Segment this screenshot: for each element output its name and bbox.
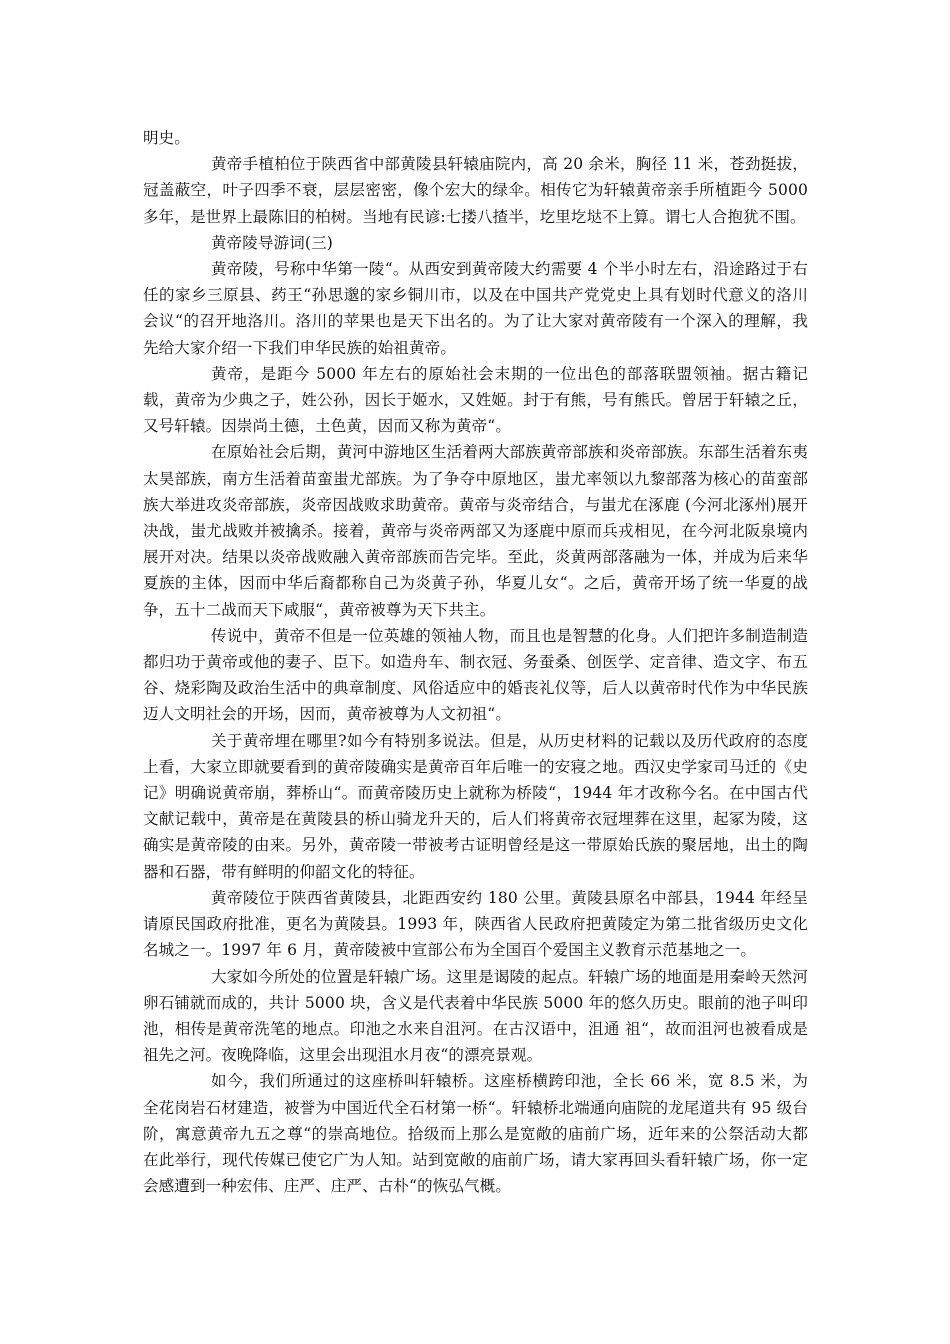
paragraph-cypress: 黄帝手植柏位于陕西省中部黄陵县轩辕庙院内，高 20 余米，胸径 11 米，苍劲挺拔，冠盖蔽空，叶子四季不衰，层层密密，像个宏大的绿伞。相传它为轩辕黄帝亲手所植距今 5000 多年，是世界上最陈旧的柏树。当地有民谚:七搂八揸半，圪里圪垯不上算。谓七人合抱犹不围。 bbox=[143, 155, 808, 226]
paragraph-square: 大家如今所处的位置是轩辕广场。这里是谒陵的起点。轩辕广场的地面是用秦岭天然河卵石铺就而成的，共计 5000 块，含义是代表着中华民族 5000 年的悠久历史。眼前的池子叫印池，相传是黄帝洗笔的地点。印池之水来自沮河。在古汉语中，沮通 祖“，故而沮河也被看成是祖先之河。夜晚降临，这里会出现沮水月夜“的漂亮景观。 bbox=[143, 967, 808, 1065]
paragraph-huangdi: 黄帝，是距今 5000 年左右的原始社会末期的一位出色的部落联盟领袖。据古籍记载，黄帝为少典之子，姓公孙，因长于姬水，又姓姬。封于有熊，号有熊氏。曾居于轩辕之丘，又号轩辕。因崇尚土德，土色黄，因而又称为黄帝“。 bbox=[143, 364, 808, 436]
section-heading: 黄帝陵导游词(三) bbox=[211, 233, 333, 252]
document-body bbox=[143, 125, 808, 1199]
paragraph-location: 黄帝陵位于陕西省黄陵县，北距西安约 180 公里。黄陵县原名中部县，1944 年经呈请原民国政府批准，更名为黄陵县。1993 年，陕西省人民政府把黄陵定为第二批省级历史文化名城之一。1997 年 6 月，黄帝陵被中宣部公布为全国百个爱国主义教育示范基地之一。 bbox=[143, 888, 808, 960]
paragraph-intro: 黄帝陵，号称中华第一陵“。从西安到黄帝陵大约需要 4 个半小时左右，沿途路过于右任的家乡三原县、药王“孙思邈的家乡铜川市，以及在中国共产党党史上具有划时代意义的洛川会议“的召开地洛川。洛川的苹果也是天下出名的。为了让大家对黄帝陵有一个深入的理解，我先给大家介绍一下我们申华民族的始祖黄帝。 bbox=[143, 260, 808, 357]
paragraph-burial: 关于黄帝埋在哪里?如今有特别多说法。但是，从历史材料的记载以及历代政府的态度上看，大家立即就要看到的黄帝陵确实是黄帝百年后唯一的安寝之地。西汉史学家司马迁的《史记》明确说黄帝崩，葬桥山“。而黄帝陵历史上就称为桥陵“，1944 年才改称今名。在中国古代文献记载中，黄帝是在黄陵县的桥山骑龙升天的，后人们将黄帝衣冠埋葬在这里，起冢为陵，这确实是黄帝陵的由来。另外，黄帝陵一带被考古证明曾经是这一带原始氏族的聚居地，出土的陶器和石器，带有鲜明的仰韶文化的特征。 bbox=[143, 731, 808, 881]
paragraph-bridge: 如今，我们所通过的这座桥叫轩辕桥。这座桥横跨印池，全长 66 米，宽 8.5 米，为全花岗岩石材建造，被誉为中国近代全石材第一桥“。轩辕桥北端通向庙院的龙尾道共有 95 级台阶，寓意黄帝九五之尊“的崇高地位。拾级而上那么是宽敞的庙前广场，近年来的公祭活动大都在此举行，现代传媒已使它广为人知。站到宽敞的庙前广场，请大家再回头看轩辕广场，你一定会感遭到一种宏伟、庄严、庄严、古朴“的恢弘气概。 bbox=[143, 1072, 808, 1196]
paragraph-continuation: 明史。 bbox=[143, 129, 190, 147]
paragraph-tribes: 在原始社会后期，黄河中游地区生活着两大部族黄帝部族和炎帝部族。东部生活着东夷太昊部族，南方生活着苗蛮蚩尤部族。为了争夺中原地区，蚩尤率领以九黎部落为核心的苗蛮部族大举进攻炎帝部族，炎帝因战败求助黄帝。黄帝与炎帝结合，与蚩尤在涿鹿 (今河北涿州)展开决战，蚩尤战败并被擒杀。接着，黄帝与炎帝两部又为逐鹿中原而兵戎相见，在今河北阪泉境内展开对决。结果以炎帝战败融入黄帝部族而告完毕。至此，炎黄两部落融为一体，并成为后来华夏族的主体，因而中华后裔都称自己为炎黄子孙，华夏儿女“。之后，黄帝开场了统一华夏的战争，五十二战而天下咸服“，黄帝被尊为天下共主。 bbox=[143, 443, 808, 619]
paragraph-legend: 传说中，黄帝不但是一位英雄的领袖人物，而且也是智慧的化身。人们把许多制造制造都归功于黄帝或他的妻子、臣下。如造舟车、制衣冠、务蚕桑、创医学、定音律、造文字、布五谷、烧彩陶及政治生活中的典章制度、风俗适应中的婚丧礼仪等，后人以黄帝时代作为中华民族迈人文明社会的开场，因而，黄帝被尊为人文初祖“。 bbox=[143, 626, 808, 724]
